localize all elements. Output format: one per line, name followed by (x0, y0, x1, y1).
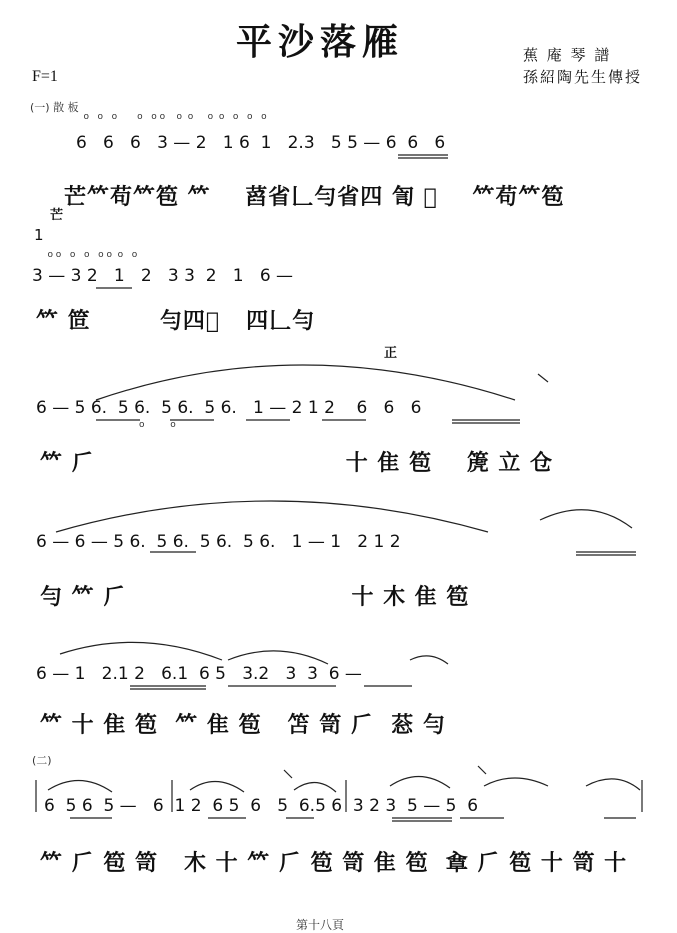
jianzi-line-5: 𥫗 ⼗ 隹 笣 𥫗 隹 笣 笘 笥 𠂆 䓗 勻 (40, 712, 446, 738)
octave-dots: o o o o o o o o (36, 250, 138, 260)
margin-mark: 芒 (50, 208, 64, 223)
transmitted-by: 孫紹陶先生傳授 (523, 68, 643, 86)
notation-line-1: 6 6 6 3 — 2 1 6 1 2.3 5 5 — 6 6 6 (76, 133, 446, 153)
page-footer: 第十八頁 (296, 918, 345, 932)
piece-title: 平沙落雁 (235, 21, 404, 63)
notation-line-3: 6 — 5 6. 5 6. 5 6. 5 6. 1 — 2 1 2 6 6 6 (36, 398, 422, 418)
section-label-2: (二) (32, 754, 52, 767)
jianzi-line-1: 芒𥫗苟𥫗笣 𥫗 蓞省𠃊勻省四 訇 𥬀 𥫗苟𥫗笣 (64, 184, 565, 210)
end-mark: 正 (384, 346, 398, 361)
prefix-note: 1 (34, 226, 44, 244)
jianzi-line-4: 勻 𥫗 𠂆 ⼗ 木 隹 笣 (40, 584, 470, 610)
octave-dots: o o (36, 420, 176, 430)
jianzi-line-2: 𥫗 笸 勻四𥬀 四𠃊勻 (36, 308, 316, 334)
octave-dots: o o o o o o o o o o o o o (72, 112, 267, 122)
jianzi-line-3: 𥫗 𠂆 ⼗ 隹 笣 箎 立 仓 (40, 450, 554, 476)
key-signature: F=1 (32, 68, 58, 85)
notation-line-2: 3 — 3 2 1 2 3 3 2 1 6 — (32, 266, 294, 286)
jianzi-line-6: 𥫗 𠂆 笣 笥 木 ⼗ 𥫗 𠂆 笣 笥 隹 笣 䓥 𠂆 笣 ⼗ 笥 ⼗ (40, 850, 628, 876)
notation-line-4: 6 — 6 — 5 6. 5 6. 5 6. 5 6. 1 — 1 2 1 2 (36, 532, 401, 552)
section-label-1: (一) 散 板 (30, 101, 79, 114)
score-source: 蕉 庵 琴 譜 (523, 46, 612, 64)
notation-line-6: 6 5 6 5 — 6 1 2 6 5 6 5 6.5 6 3 2 3 5 — 5 6 (44, 796, 479, 816)
notation-line-5: 6 — 1 2.1 2 6.1 6 5 3.2 3 3 6 — (36, 664, 362, 684)
